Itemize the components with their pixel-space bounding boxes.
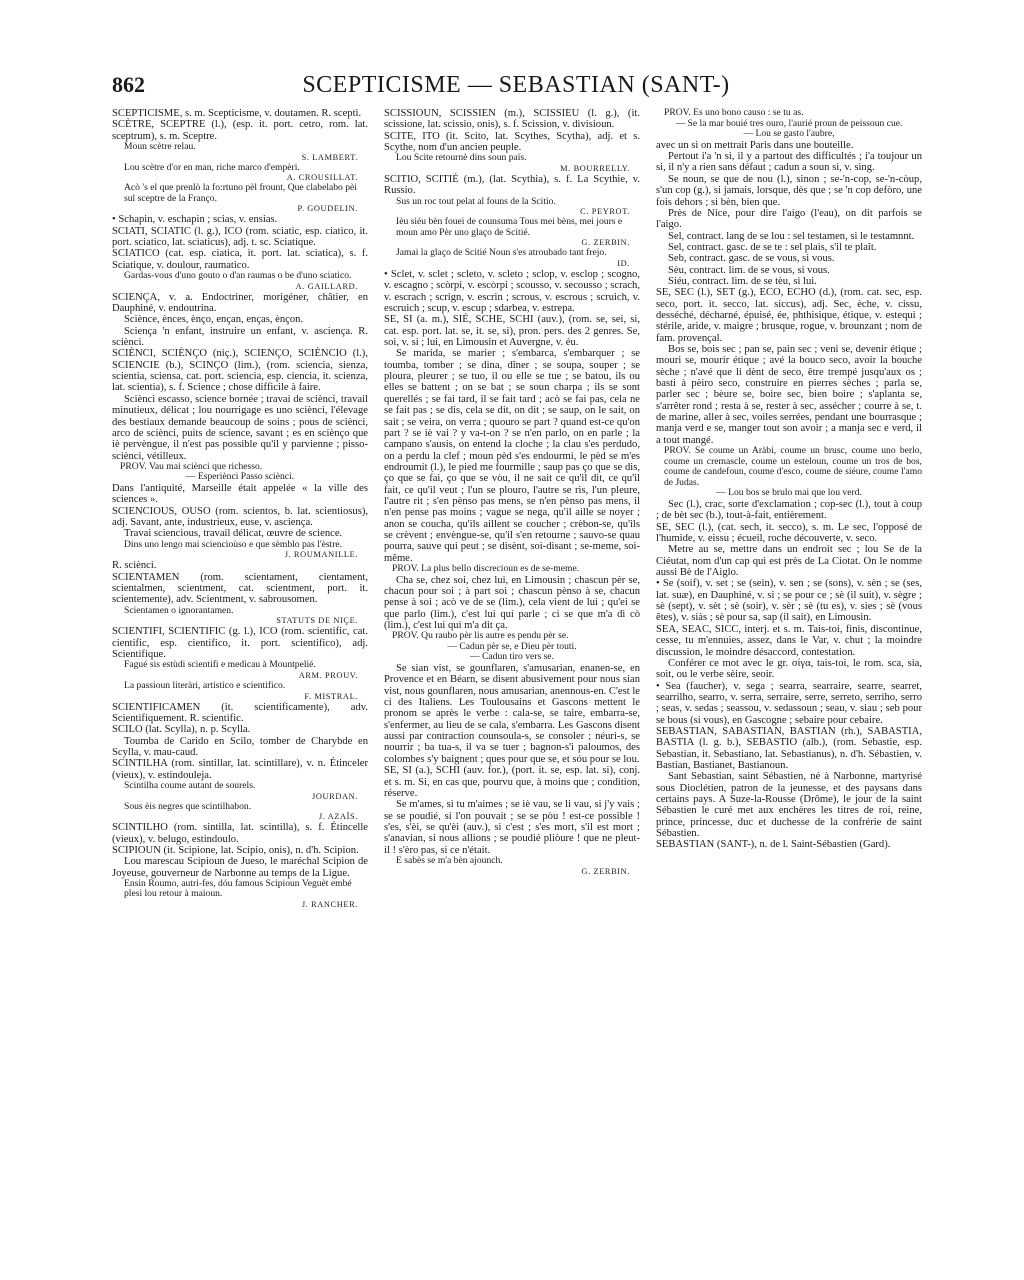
entry-paragraph: SE, SEC (l.), SET (g.), ECO, ECHO (d.), (rom. cat. sec, esp. seco, port. it. secco, lat. siccus), adj. Sec, èche, v. cissu, desséché, décharné, épuisé, ée, phthisique, étique, v. estequi ; stérile, aride, v. maigre ; brusque, rogue, v. brounzant ; nom de fam. provençal. [656,287,922,344]
proverb-continuation: — Se la mar bouié tres ouro, l'aurié proun de peissoun cue. [675,117,903,129]
entry-paragraph: SCISSIOUN, SCISSIEN (m.), SCISSIÉU (l. g.), (it. scissione, lat. scissio, onis), s. f. Scission, v. divisioun. [384,108,640,131]
quotation-source: P. GOUDELIN. [297,204,358,214]
proverb: PROV. La plus bello discrecioun es de se-meme. [392,562,580,574]
quotation: Scintilha coume autant de sourels. [124,779,256,791]
quotation-source: F. MISTRAL. [304,691,358,701]
example-paragraph: Cha se, chez soi, chez lui, en Limousin ; chascun pèr se, chacun pour soi ; à part soi ; chascun pènso à se, chacun pense à soi ; acò ve de se (lim.), cela vient de lui ; qu'ei se que parlo (lim.), c'est lui qui parle ; ci se que m'a di cò (lim.), c'est lui qui m'a dit ça. [384,574,640,631]
quotation: Dins uno lengo mai sciencioùso e que sèmblo pas l'èstre. [124,538,343,550]
example-paragraph: Conférer ce mot avec le gr. σίγα, tais-toi, le rom. sca, sia, soit, ou le verbe sèire, seoir. [656,657,922,681]
page-header [112,72,920,104]
entry-paragraph: • Sclet, v. sclet ; scleto, v. scleto ; sclop, v. esclop ; scogno, v. escagno ; scòrpi, v. escòrpi ; scousso, v. secousso ; scrach, v. escrach ; scrign, v. escrin ; scrous, v. escrous ; scruich, v. escruich ; scup, v. escup ; sdarbea, v. estrepa. [384,269,640,315]
quotation: La passioun literàri, artistico e scientifico. [124,679,286,691]
quotation: Moun scètre relau. [124,141,196,153]
entry-paragraph: SCÈTRE, SCEPTRE (l.), (esp. it. port. cetro, rom. lat. sceptrum), s. m. Sceptre. [112,119,368,142]
example-paragraph: Lou marescau Scipioun de Jueso, le maréchal Scipion de Joyeuse, gouverneur de Narbonne au temps de la Ligue. [112,856,368,879]
example-paragraph: Près de Nice, pour dire l'aigo (l'eau), on dit parfois se l'aigo. [656,207,922,231]
text-columns [112,108,924,1178]
entry-paragraph: SEBASTIAN (SANT-), n. de l. Saint-Sébastien (Gard). [656,839,891,851]
entry-paragraph: SCINTILHO (rom. sintilla, lat. scintilla), s. f. Étincelle (vieux), v. belugo, estindoulo. [112,822,368,845]
entry-paragraph: SCILO (lat. Scylla), n. p. Scylla. [112,724,251,736]
entry-paragraph: SCIÈNCI, SCIÈNÇO (niç.), SCIENÇO, SCIÈNCIO (l.), SCIENCIE (b.), SCINÇO (lim.), (rom. sciencia, sienza, scientia, sciensa, cat. port. sciencia, esp. ciencia, it. scienza, lat. scientia), s. f. Science ; chose difficile à faire. [112,348,368,394]
entry-paragraph: SCIENCIOUS, OUSO (rom. scientos, b. lat. scientiosus), adj. Savant, ante, industrieux, euse, v. asciença. [112,505,368,529]
quotation-source: C. PEYROT. [580,207,630,217]
example-paragraph: Sciènce, ènces, ènço, ençan, enças, ènçon. [124,314,304,326]
quotation: Acò 's el que prenlò la fo:rtuno pèl frount, Que clabelabo pèi sul sceptre de la Franço. [124,182,357,204]
entry-paragraph: SCEPTICISME, s. m. Scepticisme, v. doutamen. R. scepti. [112,108,362,119]
quotation: Lou Scite retournè dins soun païs. [396,152,527,164]
quotation: Sus un roc tout pelat al founs de la Scitio. [396,195,556,207]
entry-paragraph: SCITIO, SCITIÉ (m.), (lat. Scythia), s. f. La Scythie, v. Russio. [384,173,640,197]
proverb-continuation: — Lou se gasto l'aubre, [743,128,835,140]
quotation-source: J. ROUMANILLE. [284,550,358,560]
example-paragraph: Travai sciencious, travail délicat, œuvre de science. [124,528,343,540]
entry-paragraph: SEBASTIAN, SABASTIAN, BASTIAN (rh.), SABASTIA, BASTIA (l. g. b.), SEBASTIO (alb.), (rom. Sebastie, esp. Sebastian, it. Sebastiano, lat. Sebastianus), n. d'h. Sébastien, v. Bastian, Bastianet, Bastianoun. [656,725,922,771]
entry-paragraph: SCIENTIFI, SCIENTIFIC (g. l.), ICO (rom. scientific, cat. cientific, esp. cientifico, it. port. scientifico), adj. Scientifique. [112,626,368,661]
quotation-source: G. ZERBIN. [581,238,630,248]
example-paragraph: Siéu, contract. lim. de se tèu, si lui. [668,275,817,287]
column-left [112,108,368,1178]
quotation: Gardas-vous d'uno gouto o d'an raumas o be d'uno sciatico. [124,270,352,282]
quotation: Jamai la glaço de Scitié Noun s'es atroubado tant frejo. [396,247,607,259]
example-paragraph: Sant Sebastian, saint Sébastien, né à Narbonne, martyrisé sous Dioclétien, patron de la jeunesse, et des paysans dans certains pays. A Suze-la-Rousse (Drôme), le jour de la saint Sébastien le curé met aux enchères les titres de roi, reine, prince, princesse, duc et duchesse de la confrérie de saint Sébastien. [656,771,922,839]
quotation-source: STATUTS DE NIÇE. [276,616,358,626]
example-paragraph: Metre au se, mettre dans un endroit sec ; lou Se de la Ciéutat, nom d'un cap qui est près de La Ciotat. On le nomme aussi Bè de l'Aiglo. [656,544,922,579]
example-paragraph: Se sian vist, se gounflaren, s'amusarian, enanen-se, en Provence et en Béarn, se disent abusivement pour nous sian vist, nous gounflaren, nous amusarian, anennous-en. C'est le ci des Italiens. Les Toulousains et Gascons mettent le pronom se après le verbe : cala-se, se taire, embarra-se, s'enfermer, au lieu de se cala, s'embarra. Les Gascons disent aussi par contraction counsoula-s, se consoler ; néuri-s, se nourrir ; ba tua-s, il va se tuer ; bagnon-s'i paloumos, des colombes s'y baignent ; ques pour que se, et sóu pour se lou. [384,663,640,765]
quotation-source: ARM. PROUV. [298,670,358,680]
example-paragraph: Sel, contract. lang de se lou : sel testamen, si le testamnnt. [668,230,915,242]
column-right [656,108,922,1178]
example-paragraph: Toumba de Carido en Scilo, tomber de Charybde en Scylla, v. mau-caud. [112,735,368,758]
example-paragraph: Se marida, se marier ; s'embarca, s'embarquer ; se toumba, tomber ; se dina, dîner ; se soupa, souper ; se ploura, pleurer ; se tuo, il ou elle se tue ; se batou, ils ou elles se battent ; on se bat ; se soun charpa ; ils se sont querellés ; se fai tard, il se fait tard ; acò se fai pas, cela ne se fait pas ; se dis, cela se dit, on dit ; se saup, on le sait, on sait ; se veira, on verra ; quouro se part ? quand est-ce qu'on part ? se iè vai ? y va-t-on ? se n'en parlo, on en parle ; la campano s'ausis, on entend la cloche ; la clau s'es perdudo, on a perdu la clef ; moun pèd s'es endourmi, le pèd se m'es endroumit (l.), le pied me fourmille ; saup pas ço que se dis, ço que se fai, ço que se vòu, il ne sait ce qu'il dit, ce qu'il fait, ce qu'il veut ; l'un se plouro, l'autre se ris, l'un pleure, l'autre rit ; s'en pènso pas mens, se n'en pènso pas mens, il n'en pense pas moins ; vague se nega, qu'il aille se noyer ; anon se coucha, qu'ils aillent se coucher ; crèbon-se, qu'ils se crèvent ; envèngue-se, qu'il s'en retourne ; sauvo-se quau pourra, sauve qui peut ; se disènt, soi-disant ; se-meme, soi-même. [384,348,640,564]
quotation-source: A. CROUSILLAT. [286,173,358,183]
example-paragraph: Sciença 'n enfant, instruire un enfant, v. asciença. R. sciènci. [112,325,368,349]
example-paragraph: Se noun, se que de nou (l.), sinon ; se-'n-cop, se-'n-còup, s'un cop (g.), si jamais, lorsque, dès que ; se 'n cop defòro, une fois dehors ; si bèn, bien que. [656,173,922,208]
entry-paragraph: SEA, SEAC, SICC, interj. et s. m. Tais-toi, finis, discontinue, cesse, tu m'ennuies, assez, dans le Var, v. chut ; la moindre discussion, le moindre désaccord, contestation. [656,623,922,658]
entry-paragraph: • Sea (faucher), v. sega ; searra, searraire, searre, searret, searrilho, searro, v. serra, serraire, serre, serreto, serriho, serro ; seas, v. sedas ; seassou, v. sedassoun ; seau, v. siau ; seb pour se bous (si vous), en Gascogne ; sebaire pour cebaire. [656,680,922,726]
quotation: Lou scètre d'or en man, riche marco d'empèri. [124,161,300,173]
proverb: PROV. Vau mai sciènci que richesso. [120,460,263,472]
proverb-continuation: — Cadun tiro vers se. [470,651,554,663]
example-paragraph: Sel, contract. gasc. de se te : sel plais, s'il te plaît. [668,241,877,253]
proverb-continuation: — Lou bos se brulo mai que lou verd. [716,487,862,499]
running-head: SCEPTICISME — SEBASTIAN (SANT-) [302,72,730,98]
quotation-source: M. BOURRELLY. [560,163,630,173]
quotation-source: A. GAILLARD. [295,281,358,291]
proverb: PROV. Se coume un Aràbi, coume un brusc, coume uno berlo, coume un cremascle, coume un esteloun, coume un tros de bos, coume de candefoun, coume d'esco, coume de siéure, coume l'amo de Judas. [664,445,922,488]
example-paragraph: Seb, contract. gasc. de se vous, si vous. [668,253,835,265]
entry-paragraph: SCITE, ITO (it. Scito, lat. Scythes, Scytha), adj. et s. Scythe, nom d'un ancien peuple. [384,130,640,154]
column-middle [384,108,640,1178]
entry-paragraph: SCIPIOUN (it. Scipione, lat. Scipio, onis), n. d'h. Scipion. [112,844,359,856]
entry-paragraph: SE, SI (a. m.), SIÉ, SCHE, SCHI (auv.), (rom. se, sei, si, cat. esp. port. lat. se, it. se, si), pron. pers. des 2 genres. Se, soi, v. si ; lui, en Limousin et Auvergne, v. éu. [384,314,640,349]
proverb: PROV. Qu raubo pèr lis autre es pendu pèr se. [392,630,569,642]
example-paragraph: Sèu, contract. lim. de se vous, si vous. [668,264,830,276]
example-paragraph: Se m'ames, si tu m'aimes ; se iè vau, se li vau, si j'y vais ; se se poudié, si l'on pouvait ; se se pòu ! est-ce possible ! s'es, s'èi, se qu'èi (auv.), si c'est ; s'es mort, s'il est mort ; s'anavian, si nous allions ; se poudié pliòure ! que ne pleut-il ! s'èro pas, si ce n'était. [384,799,640,856]
entry-paragraph: avec un si on mettrait Paris dans une bouteille. [656,139,854,151]
quotation-source: J. AZAÏS. [318,812,358,822]
quotation-source: J. RANCHER. [301,900,358,910]
quotation: Ensin Roumo, autri-fes, dóu famous Scipioun Veguèt embé plesi lou retour à maioun. [124,877,352,900]
entry-paragraph: • Se (soif), v. set ; se (sein), v. sen ; se (sons), v. sèn ; se (ses, lat. suæ), en Dauphiné, v. si ; se pour ce ; sè (il suit), v. sègre ; sè (sept), v. sèt ; sè (soir), v. sèr ; sè (tu es), v. sies ; sè (vous êtes), v. siàs ; sè pour sa, sap (il sait), en Limousin. [656,578,922,624]
entry-paragraph: Dans l'antiquité, Marseille était appelée « la ville des sciences ». [112,483,368,506]
quotation: Scientamen o ignorantamen. [124,604,234,616]
entry-paragraph: SCIENÇA, v. a. Endoctriner, morigéner, châtier, en Dauphiné, v. endoutrina. [112,291,368,315]
entry-paragraph: SCIENTAMEN (rom. scientament, cientament, scientalmen, scientment, cat. scientment, port. it. scientemente), adv. Scientment, v. sabrousomen. [112,571,368,606]
proverb: PROV. Es uno bono causo : se tu as. [664,108,804,118]
entry-paragraph: SCIATICO (cat. esp. ciatica, it. port. lat. sciatica), s. f. Sciatique, v. doulour, raumatico. [112,248,368,271]
quotation: Fagué sis estùdi scientifi e medicau à Mountpelié. [124,659,316,671]
example-paragraph: Pertout i'a 'n si, il y a partout des difficultés ; i'a toujour un si, il n'y a rien sans défaut ; cadun a soun si, v. sing. [656,151,922,174]
entry-paragraph: R. sciènci. [112,560,157,572]
page-number: 862 [112,72,145,97]
entry-paragraph: SCIENTIFICAMEN (it. scientificamente), adv. Scientifiquement. R. scientific. [112,701,368,724]
quotation-source: G. ZERBIN. [581,866,630,876]
quotation: Ièu siéu bèn fouei de counsuma Tous mei bèns, mei jours e moun amo Pèr uno glaço de Scitié. [396,216,623,238]
proverb-continuation: — Esperiènci Passo sciènci. [185,471,295,483]
quotation: Sous èis negres que scintilhabon. [124,800,252,812]
example-paragraph: Sec (l.), crac, sorte d'exclamation ; cop-sec (l.), tout à coup ; de bèt sec (b.), tout-à-fait, entièrement. [656,499,922,522]
example-paragraph: Sciènci escasso, science bornée ; travai de sciènci, travail minutieux, délicat ; lou nourrigage es uno sciènci, l'élevage des bestiaux demande beaucoup de soins ; pous de sciènci, arco de sciènci, puits de science, savant ; es en sciènço que iè pervèngue, il n'est pas possible qu'il y parvienne ; pisso-sciènci, vétilleux. [112,393,368,462]
entry-paragraph: SCINTILHA (rom. sintillar, lat. scintillare), v. n. Étinceler (vieux), v. estindouleja. [112,758,368,781]
entry-paragraph: SE, SI (a.), SCHI (auv. for.), (port. it. se, esp. lat. si), conj. et s. m. Si, en cas que, pourvu que, à moins que ; condition, réserve. [384,765,640,799]
entry-paragraph: SCIATI, SCIATIC (l. g.), ICO (rom. sciatic, esp. ciatico, it. port. sciatico, lat. sciaticus), adj. t. sc. Sciatique. [112,225,368,249]
quotation-source: JOURDAN. [312,791,358,801]
entry-paragraph: • Schapin, v. eschapin ; scias, v. ensias. [112,214,278,226]
entry-paragraph: SE, SEC (l.), (cat. sech, it. secco), s. m. Le sec, l'opposé de l'humide, v. eissu ; écueil, roche découverte, v. seco. [656,521,922,545]
quotation-source: ID. [617,259,630,269]
proverb-continuation: — Cadun pèr se, e Dieu pèr touti. [447,640,577,652]
quotation: E sabès se m'a bèn ajounch. [396,854,503,866]
example-paragraph: Bos se, bois sec ; pan se, pain sec ; veni se, devenir étique ; mouri se, mourir étique ; avé la bouco seco, avoir la bouche sèche ; n'avé que li dènt de seco, être trempé jusqu'aux os ; basti à pèiro seco, construire en pierres sèches ; parla se, parler sec ; bèure se, boire sec, bien boire ; s'aplanta se, s'arrêter rond ; resta à se, rester à sec, assécher ; courre à se, t. de marine, aller à sec, voiles serrées, pendant une bourrasque ; manja verd e se, manger tout son avoir ; a manja sec e verd, il a tout mangé. [656,343,922,446]
quotation-source: S. LAMBERT. [301,152,358,162]
